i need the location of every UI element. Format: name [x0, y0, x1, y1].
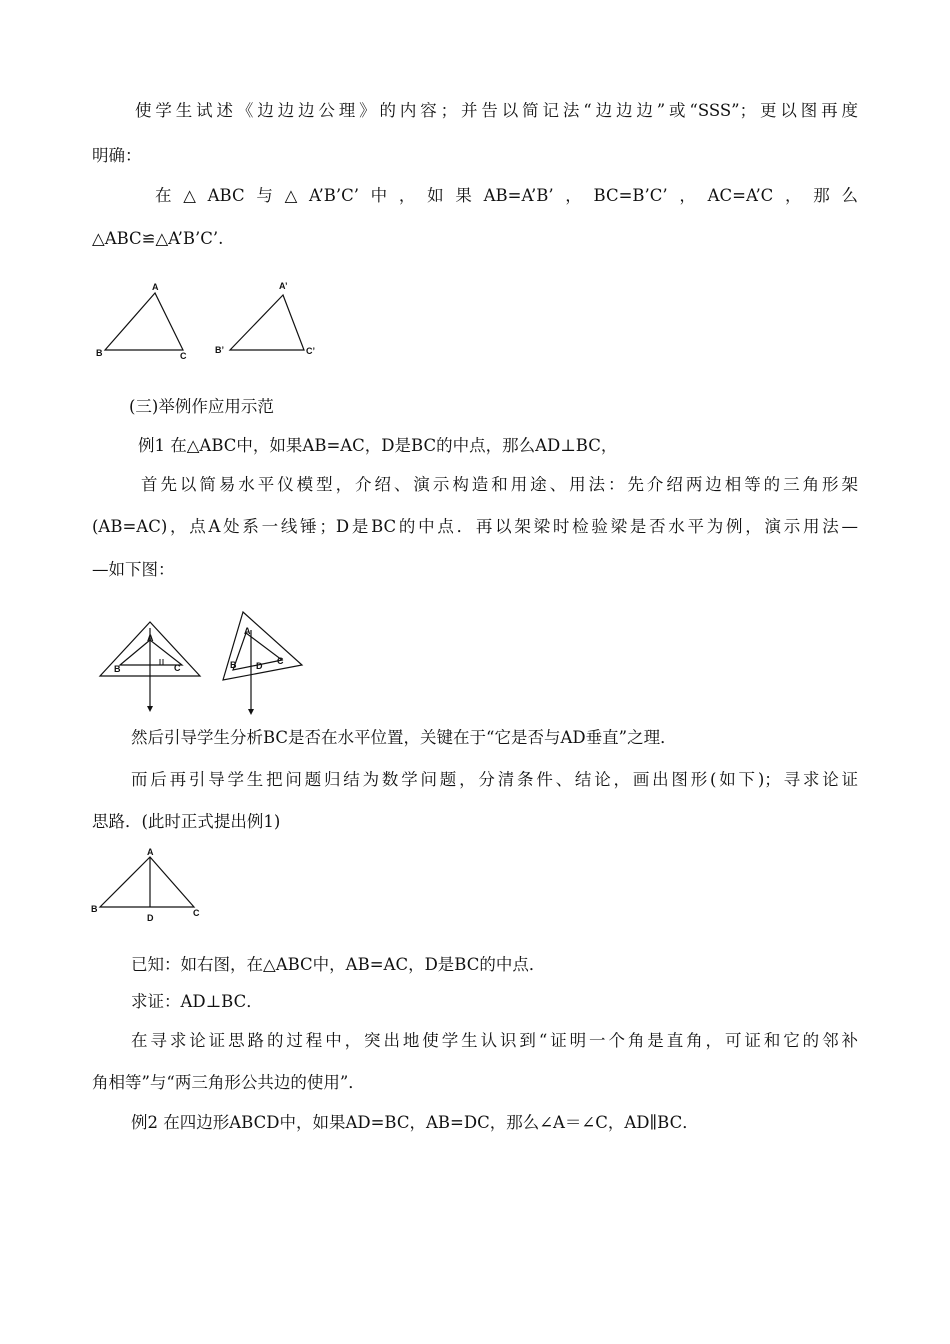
section-heading: (三)举例作应用示范 [129, 397, 274, 416]
tilted-label-d: D [256, 661, 263, 671]
fig3-label-c: C [193, 908, 200, 918]
paragraph-analysis: 然后引导学生分析BC是否在水平位置，关键在于“它是否与AD垂直”之理． [131, 728, 677, 747]
triangle-abc [96, 282, 187, 361]
prove-statement: 求证：AD⊥BC． [131, 992, 263, 1011]
label-c: C [180, 351, 187, 361]
tilted-label-c: C [277, 656, 284, 666]
paragraph-reduce-problem-line2: 思路．(此时正式提出例1) [92, 812, 281, 831]
paragraph-level-model-line1: 首先以简易水平仪模型，介绍、演示构造和用途、用法：先介绍两边相等的三角形架 [141, 475, 858, 494]
triangle-a-prime-b-prime-c-prime [215, 281, 315, 356]
paragraph-reduce-problem-line1: 而后再引导学生把问题归结为数学问题，分清条件、结论，画出图形(如下)；寻求论证 [131, 770, 858, 789]
level-label-b: B [114, 664, 121, 674]
tilted-label-a: A [244, 626, 251, 636]
given-statement: 已知：如右图，在△ABC中，AB=AC，D是BC的中点． [131, 955, 546, 974]
paragraph-level-model-line2: (AB=AC)，点A处系一线锤；D是BC的中点．再以架梁时检验梁是否水平为例，演示用法— [92, 517, 858, 536]
level-label-c: C [174, 663, 181, 673]
level-label-a: A [147, 633, 154, 643]
fig3-label-b: B [91, 904, 98, 914]
label-b: B [96, 348, 103, 358]
label-c-prime: C’ [306, 346, 315, 356]
example1-statement: 例1 在△ABC中，如果AB=AC，D是BC的中点，那么AD⊥BC， [138, 436, 618, 455]
paragraph-sss-line2: 明确： [92, 146, 142, 165]
example2-statement: 例2 在四边形ABCD中，如果AD=BC，AB=DC，那么∠A＝∠C，AD∥BC． [131, 1113, 699, 1132]
label-a: A [152, 282, 159, 292]
level-model-horizontal [100, 622, 200, 712]
label-b-prime: B’ [215, 345, 224, 355]
fig3-label-a: A [147, 847, 154, 857]
paragraph-congruence-line1: 在△ABC与△A’B’C’中，如果AB=A’B’，BC=B’C’，AC=A’C，那么 [155, 186, 858, 205]
paragraph-congruence-line2: △ABC≌△A’B’C’. [92, 229, 224, 248]
paragraph-proof-idea-line2: 角相等”与“两三角形公共边的使用”． [92, 1073, 365, 1092]
level-model-tilted [223, 612, 302, 715]
paragraph-proof-idea-line1: 在寻求论证思路的过程中，突出地使学生认识到“证明一个角是直角，可证和它的邻补 [131, 1031, 858, 1050]
label-a-prime: A’ [279, 281, 288, 291]
fig3-label-d: D [147, 913, 154, 923]
paragraph-sss-line1: 使学生试述《边边边公理》的内容；并告以简记法“边边边”或“SSS”；更以图再度 [135, 101, 858, 120]
tilted-label-b: B [230, 660, 237, 670]
paragraph-level-model-line3: —如下图： [92, 560, 175, 579]
